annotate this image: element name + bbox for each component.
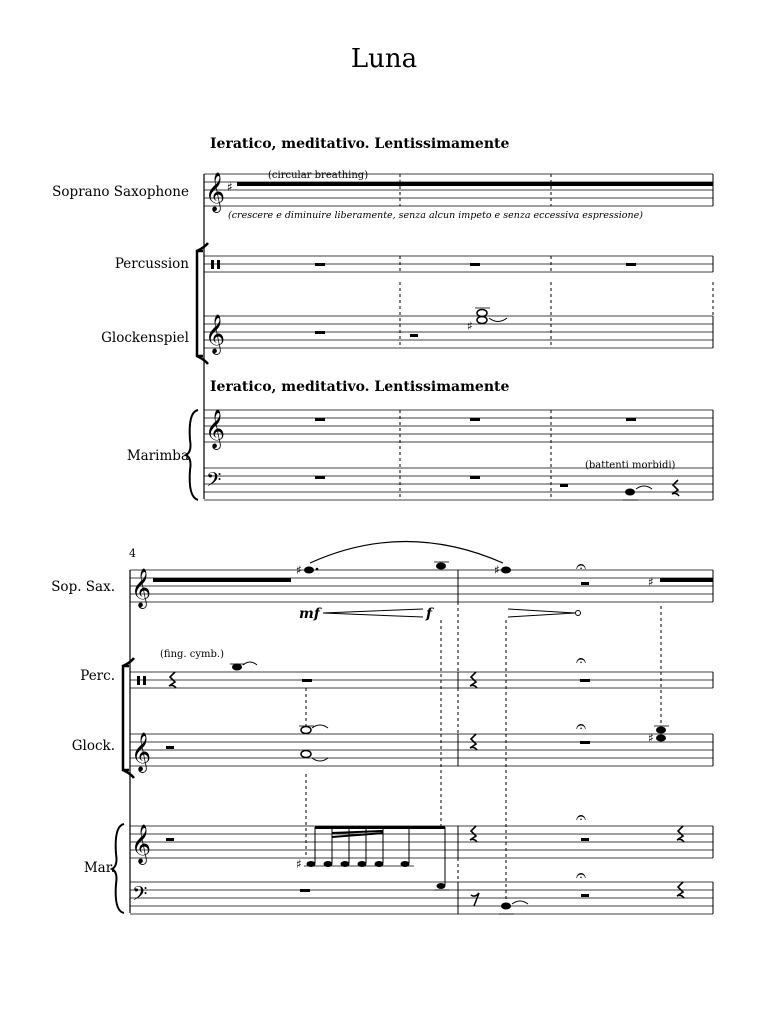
sustained-note-line [153,578,291,582]
quarter-note [625,489,635,496]
quarter-rest [672,480,679,496]
treble-clef: 𝄞 [205,314,226,354]
whole-rest [626,418,636,421]
half-rest [581,838,589,841]
bass-clef: 𝄢 [206,468,222,496]
sharp: ♯ [296,857,302,871]
whole-rest [302,679,312,682]
half-rest [166,838,174,841]
half-rest [560,484,568,487]
treble-clef: 𝄞 [131,824,152,864]
tie [636,486,652,489]
whole-rest [315,331,325,334]
instrument-name-marimba: Marimba [126,448,189,464]
staff-mar-bass [130,882,713,914]
instrument-name-perc: Perc. [80,668,115,684]
note [501,567,511,574]
instrument-name-percussion: Percussion [114,256,189,272]
whole-rest [470,263,480,266]
performance-note: (fing. cymb.) [160,649,224,660]
sustained-note-line [660,578,713,582]
instrument-name-soprano-saxophone: Soprano Saxophone [52,184,189,200]
dot [316,568,319,571]
half-rest [410,334,418,337]
tie [312,725,328,728]
beam [315,826,445,829]
fermata: 𝄐 [576,556,587,577]
performance-note: (circular breathing) [268,170,369,181]
fermata: 𝄐 [576,807,587,828]
half-note [477,317,487,324]
half-rest [581,582,589,585]
note [656,727,666,734]
sharp: ♯ [227,180,233,194]
whole-rest [315,263,325,266]
percussion-clef [211,260,214,269]
tie [243,662,257,665]
sharp: ♯ [467,319,473,333]
tempo-marking: Ieratico, meditativo. Lentissimamente [210,379,510,395]
performance-note: (battenti morbidi) [585,460,676,471]
sharp: ♯ [296,563,302,577]
percussion-clef [137,676,140,685]
instrument-name-glockenspiel: Glockenspiel [101,330,189,346]
instrument-name-mar: Mar. [83,860,115,876]
note [232,664,242,671]
note [436,563,446,570]
treble-clef: 𝄞 [131,568,152,608]
whole-rest [470,476,480,479]
whole-rest [626,263,636,266]
note [304,567,314,574]
half-note [301,727,311,734]
treble-clef: 𝄞 [205,172,226,212]
tie [512,901,528,904]
tempo-marking: Ieratico, meditativo. Lentissimamente [210,136,510,152]
note [656,735,666,742]
decrescendo-hairpin [508,609,575,617]
sharp: ♯ [494,563,500,577]
tie [489,318,507,322]
whole-rest [580,741,590,744]
eighth-rest [471,893,479,906]
note [501,903,511,910]
staff-glockenspiel [204,316,713,348]
staff-marimba-bass [204,468,713,500]
dynamic-mf: mf [299,606,320,622]
slur [310,542,503,564]
treble-clef: 𝄞 [131,732,152,772]
staff-marimba-treble [204,410,713,442]
staff-glock [130,734,713,766]
niente-circle [576,611,581,616]
staff-perc [130,672,713,688]
half-note [477,310,487,317]
instrument-name-glock: Glock. [71,738,115,754]
whole-rest [300,889,310,892]
marimba-brace [186,410,198,500]
staff-percussion [204,256,713,272]
note [437,883,446,889]
fermata: 𝄐 [576,865,587,886]
fermata: 𝄐 [576,650,587,671]
half-rest [166,746,174,749]
fermata: 𝄐 [576,716,587,737]
score-title: Luna [350,44,418,74]
staff-mar-treble [130,826,713,858]
measure-number: 4 [129,547,136,560]
staff-sop-sax [130,570,713,602]
dynamic-f: f [426,606,433,622]
treble-clef: 𝄞 [205,409,226,449]
tie [312,758,328,761]
whole-rest [580,679,590,682]
percussion-clef [217,260,220,269]
expression-text: (crescere e diminuire liberamente, senza alcun impeto e senza eccessiva espressione) [228,210,643,221]
instrument-name-sop-sax: Sop. Sax. [51,579,115,595]
percussion-clef [143,676,146,685]
half-rest [581,894,589,897]
whole-rest [315,476,325,479]
crescendo-hairpin [323,609,423,617]
sharp: ♯ [648,731,654,745]
half-note [301,751,311,758]
whole-rest [315,418,325,421]
whole-rest [470,418,480,421]
sustained-note-line [237,182,713,186]
bass-clef: 𝄢 [132,882,148,910]
sharp: ♯ [648,575,654,589]
marimba-brace [112,824,124,913]
